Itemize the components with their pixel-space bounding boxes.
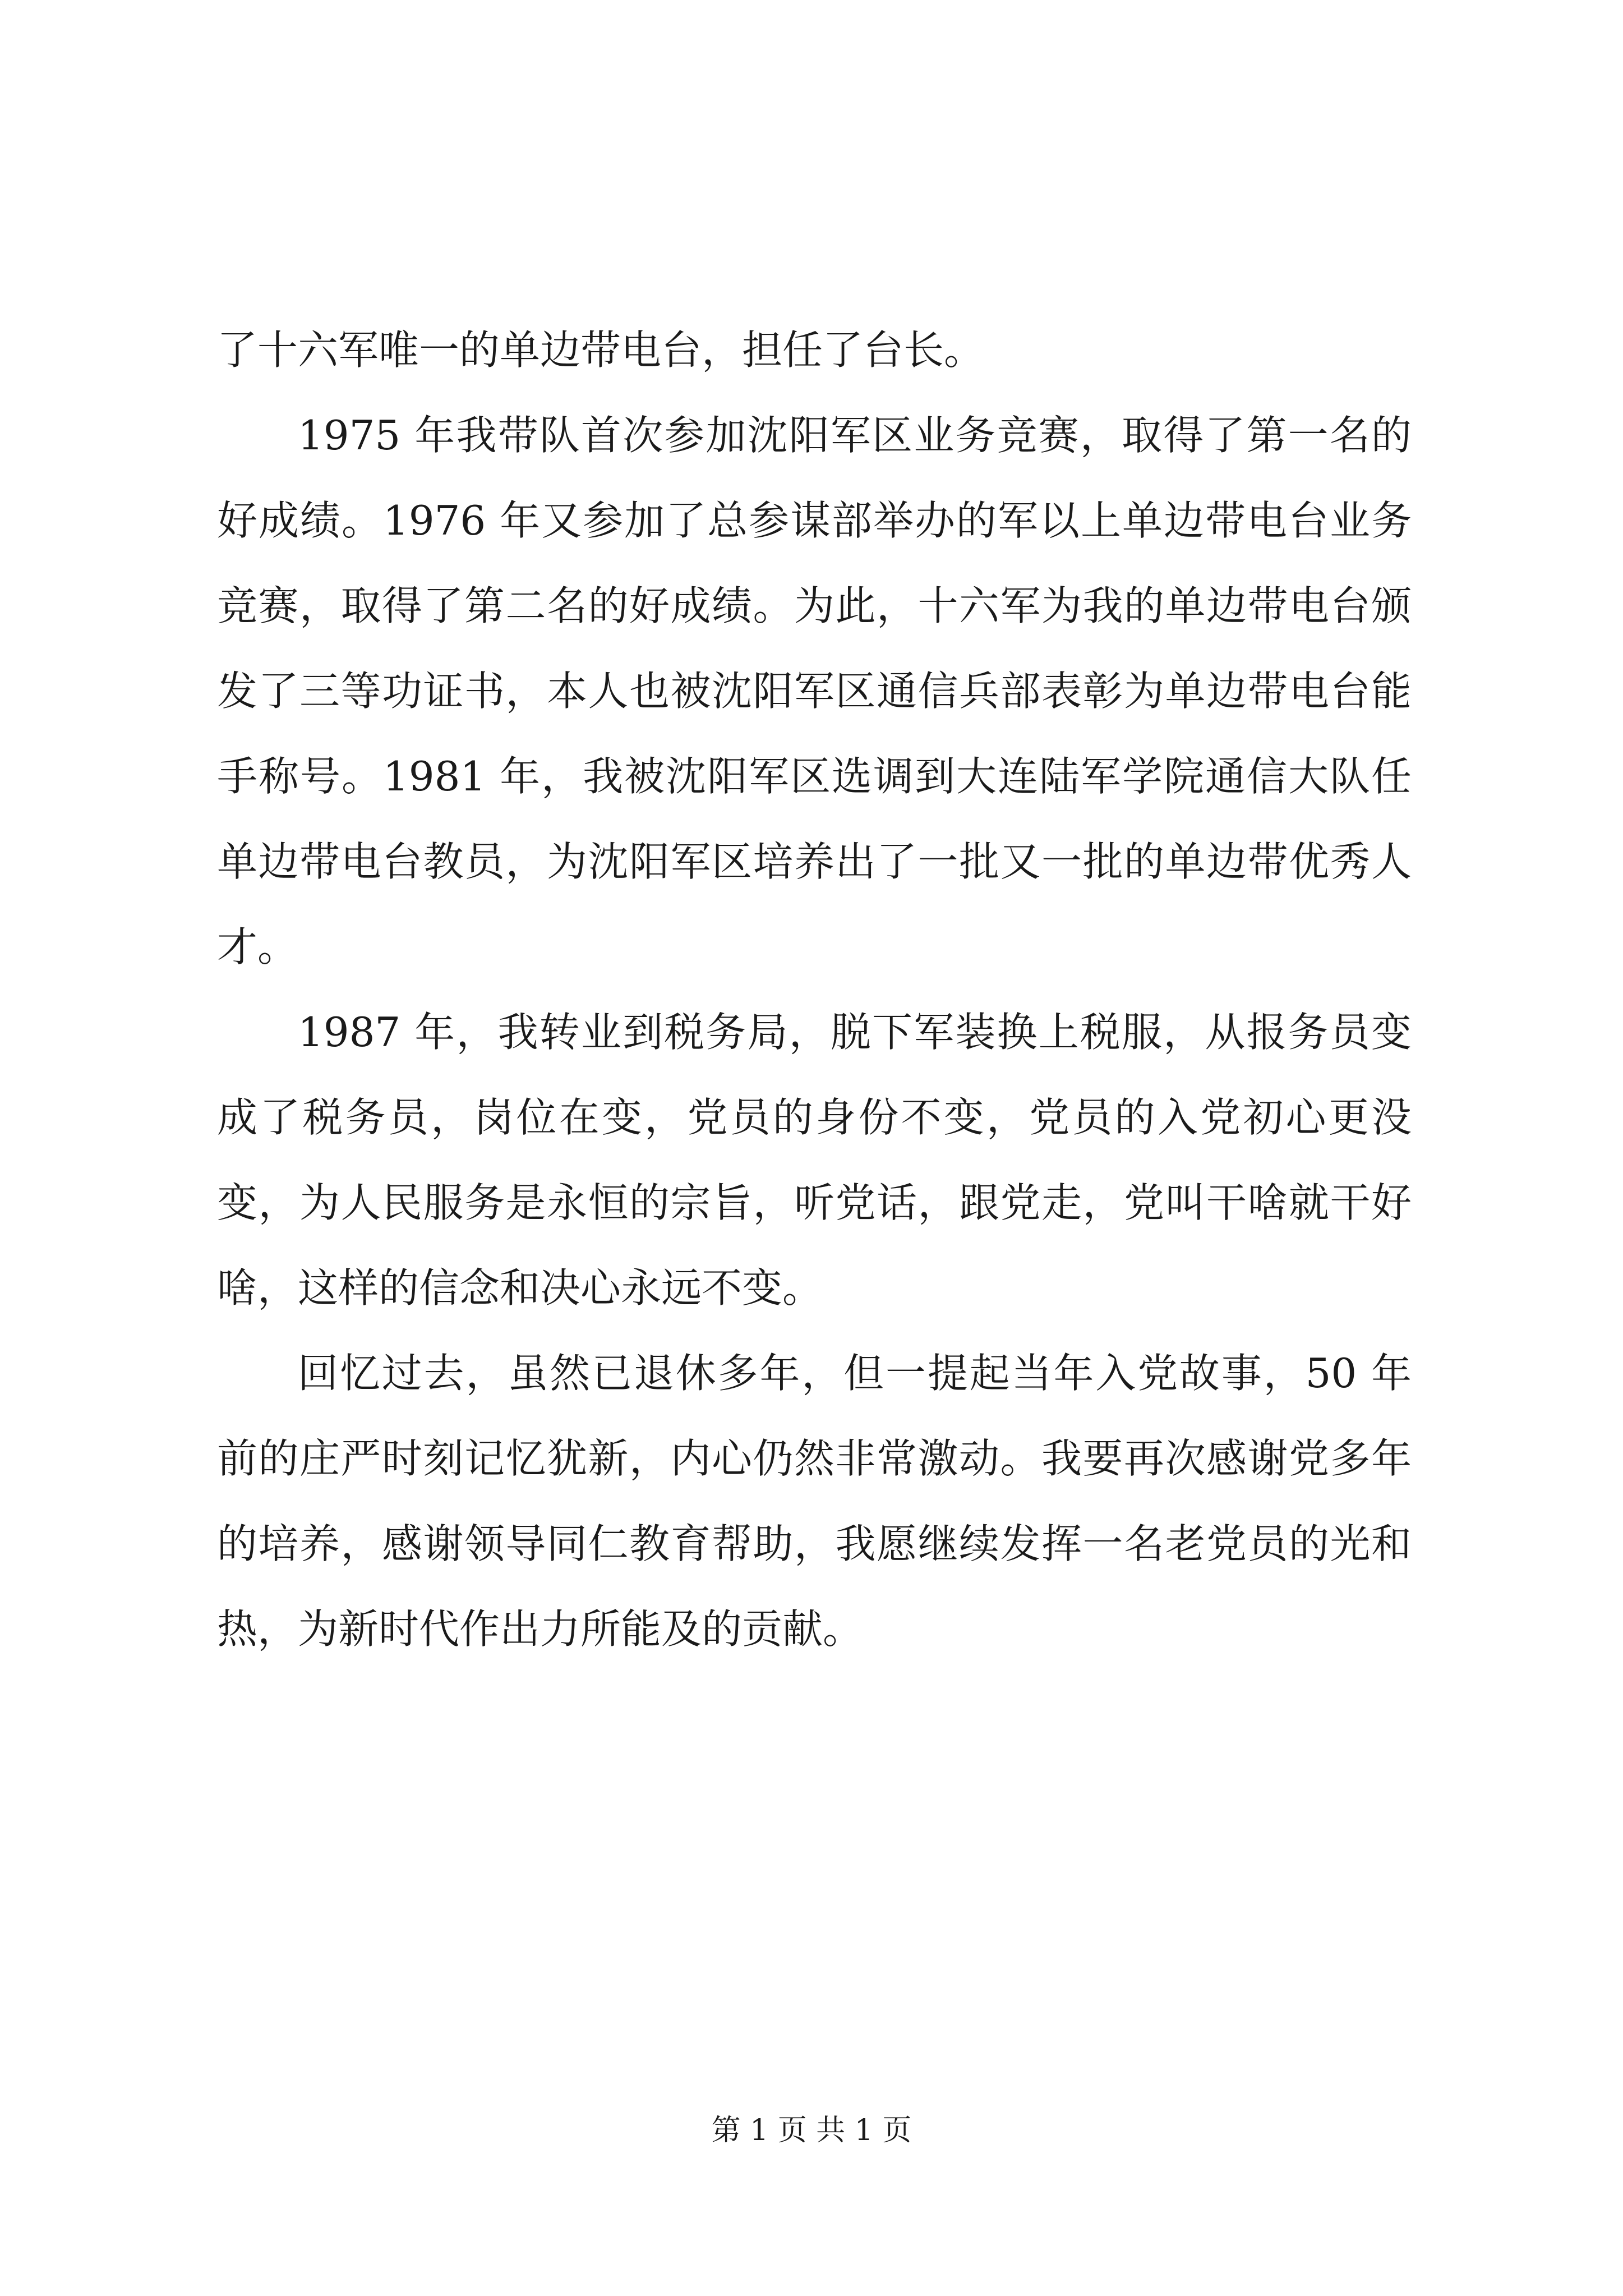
document-body: [217, 307, 1412, 1672]
page-number-footer: 第 1 页 共 1 页: [711, 2114, 912, 2147]
paragraph-reflection: 回忆过去，虽然已退休多年，但一提起当年入党故事，50 年前的庄严时刻记忆犹新，内心仍然非常激动。我要再次感谢党多年的培养，感谢领导同仁教育帮助，我愿继续发挥一名老党员的光和热，为新时代作出力所能及的贡献。: [217, 1350, 1412, 1653]
paragraph-1987-transfer: 1987 年，我转业到税务局，脱下军装换上税服，从报务员变成了税务员，岗位在变，党员的身份不变，党员的入党初心更没变，为人民服务是永恒的宗旨，听党话，跟党走，党叫干啥就干好啥，这样的信念和决心永远不变。: [217, 1009, 1412, 1312]
paragraph-1975-competition: 1975 年我带队首次参加沈阳军区业务竞赛，取得了第一名的好成绩。1976 年又参加了总参谋部举办的军以上单边带电台业务竞赛，取得了第二名的好成绩。为此，十六军为我的单边带电台颁发了三等功证书，本人也被沈阳军区通信兵部表彰为单边带电台能手称号。1981 年，我被沈阳军区选调到大连陆军学院通信大队任单边带电台教员，为沈阳军区培养出了一批又一批的单边带优秀人才。: [217, 412, 1412, 970]
paragraph-continuation: 了十六军唯一的单边带电台，担任了台长。: [217, 326, 985, 374]
